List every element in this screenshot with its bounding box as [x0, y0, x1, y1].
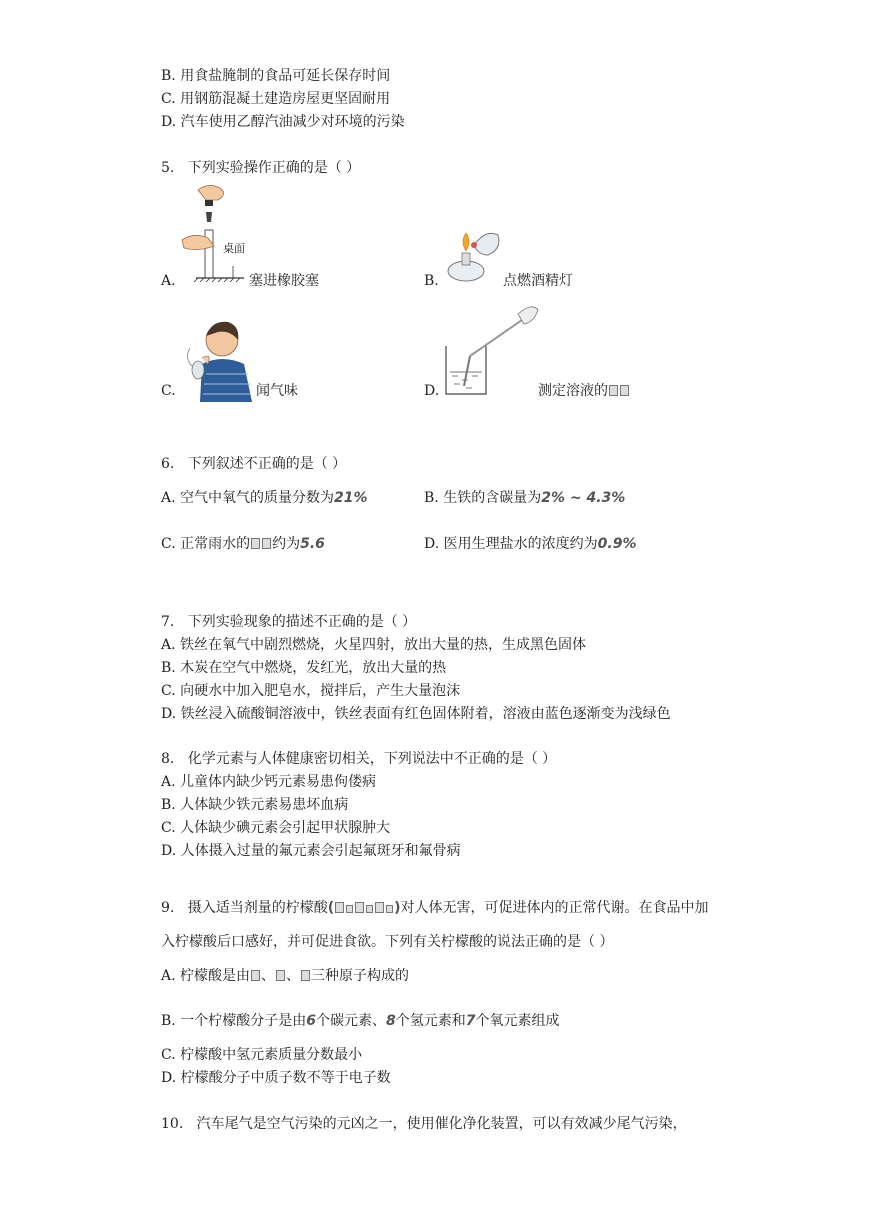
missing-glyph-icon — [251, 970, 260, 981]
q5-option-b-text: 点燃酒精灯 — [503, 273, 573, 289]
q9-option-a-end: 三种原子构成的 — [311, 968, 410, 984]
q9-stem-start: 9. 摄入适当剂量的柠檬酸 — [161, 900, 328, 916]
q8-option-d: D. 人体摄入过量的氟元素会引起氟斑牙和氟骨病 — [161, 843, 461, 859]
q9-option-b-part3: 个氢元素和 — [395, 1013, 466, 1029]
missing-glyph-icon — [251, 538, 260, 549]
missing-glyph-icon — [276, 970, 285, 981]
missing-glyph-icon — [620, 385, 629, 396]
q9-stem-line1 — [161, 899, 709, 917]
q4-option-d: D. 汽车使用乙醇汽油减少对环境的污染 — [161, 114, 405, 130]
missing-glyph-icon — [301, 970, 310, 981]
q5-option-a-text: 塞进橡胶塞 — [249, 273, 319, 289]
q9-option-a-start: A. 柠檬酸是由 — [161, 968, 251, 984]
q5-option-a-figure-label: 桌面 — [223, 242, 245, 255]
q5-option-a-figure — [178, 182, 248, 282]
q5-option-a-letter: A. — [161, 273, 176, 289]
q6-option-c-text: C. 正常雨水的 — [161, 536, 251, 552]
q9-option-b-part2: 个碳元素、 — [315, 1013, 386, 1029]
missing-glyph-icon — [366, 905, 373, 913]
q9-option-c: C. 柠檬酸中氢元素质量分数最小 — [161, 1047, 363, 1063]
q9-option-b-num2: 8 — [385, 1013, 396, 1029]
q9-option-b — [161, 1012, 559, 1030]
missing-glyph-icon — [375, 902, 384, 913]
missing-glyph-icon — [335, 902, 344, 913]
q5-option-d-text — [538, 382, 630, 400]
q6-option-a-value: 21% — [334, 490, 368, 506]
q9-option-a: A. 柠檬酸是由 、 、 三种原子构成的 — [161, 968, 410, 984]
q7-option-b: B. 木炭在空气中燃烧，发红光，放出大量的热 — [161, 660, 447, 676]
q8-option-c: C. 人体缺少碘元素会引起甲状腺肿大 — [161, 820, 391, 836]
q6-option-c-mid: 约为 — [272, 536, 301, 552]
q7-stem: 7. 下列实验现象的描述不正确的是（ ） — [161, 614, 417, 630]
q9-option-b-part4: 个氧元素组成 — [475, 1013, 560, 1029]
q6-option-b-text: B. 生铁的含碳量为 — [424, 490, 542, 506]
missing-glyph-icon — [355, 902, 364, 913]
q6-option-a-text: A. 空气中氧气的质量分数为 — [161, 490, 335, 506]
missing-glyph-icon — [346, 905, 353, 913]
missing-glyph-icon — [386, 905, 393, 913]
q5-option-c-figure — [178, 318, 256, 402]
q4-option-b: B. 用食盐腌制的食品可延长保存时间 — [161, 68, 391, 84]
missing-glyph-icon — [609, 385, 618, 396]
q5-option-b-figure — [440, 215, 504, 287]
q9-option-b-part1: B. 一个柠檬酸分子是由 — [161, 1013, 307, 1029]
q6-option-c-value: 5.6 — [300, 536, 325, 552]
q6-option-b-value: 2% ~ 4.3% — [541, 490, 626, 506]
q6-option-d-text: D. 医用生理盐水的浓度约为 — [424, 536, 598, 552]
q6-option-d-value: 0.9% — [597, 536, 637, 552]
q9-stem-line2: 入柠檬酸后口感好，并可促进食欲。下列有关柠檬酸的说法正确的是（ ） — [161, 934, 614, 950]
q8-option-a: A. 儿童体内缺少钙元素易患佝偻病 — [161, 774, 377, 790]
q6-stem: 6. 下列叙述不正确的是（ ） — [161, 456, 347, 472]
q6-option-a — [161, 489, 368, 507]
q6-option-d — [424, 535, 636, 553]
q7-option-c: C. 向硬水中加入肥皂水，搅拌后，产生大量泡沫 — [161, 683, 461, 699]
q9-formula: ( ) — [327, 900, 401, 916]
q5-option-c-letter: C. — [161, 383, 176, 399]
q8-option-b: B. 人体缺少铁元素易患坏血病 — [161, 797, 349, 813]
q10-stem: 10. 汽车尾气是空气污染的元凶之一，使用催化净化装置，可以有效减少尾气污染， — [161, 1116, 687, 1132]
q5-option-b-letter: B. — [424, 273, 439, 289]
missing-glyph-icon — [262, 538, 271, 549]
q9-option-b-num1: 6 — [306, 1013, 316, 1029]
q5-stem: 5. 下列实验操作正确的是（ ） — [161, 160, 361, 176]
q5-option-d-letter: D. — [424, 383, 440, 399]
q9-option-d: D. 柠檬酸分子中质子数不等于电子数 — [161, 1070, 391, 1086]
q6-option-b — [424, 489, 625, 507]
q4-option-c: C. 用钢筋混凝土建造房屋更坚固耐用 — [161, 91, 391, 107]
q6-option-c — [161, 535, 325, 553]
q5-option-c-text: 闻气味 — [256, 383, 298, 399]
q5-option-d-label: 测定溶液的 — [538, 383, 608, 399]
q9-stem-end: 对人体无害，可促进体内的正常代谢。在食品中加 — [400, 900, 709, 916]
q7-option-d: D. 铁丝浸入硫酸铜溶液中，铁丝表面有红色固体附着，溶液由蓝色逐渐变为浅绿色 — [161, 706, 671, 722]
q7-option-a: A. 铁丝在氧气中剧烈燃烧，火星四射，放出大量的热，生成黑色固体 — [161, 637, 587, 653]
q5-option-d-figure — [442, 300, 542, 398]
q8-stem: 8. 化学元素与人体健康密切相关，下列说法中不正确的是（ ） — [161, 751, 557, 767]
q9-option-b-num3: 7 — [465, 1013, 476, 1029]
